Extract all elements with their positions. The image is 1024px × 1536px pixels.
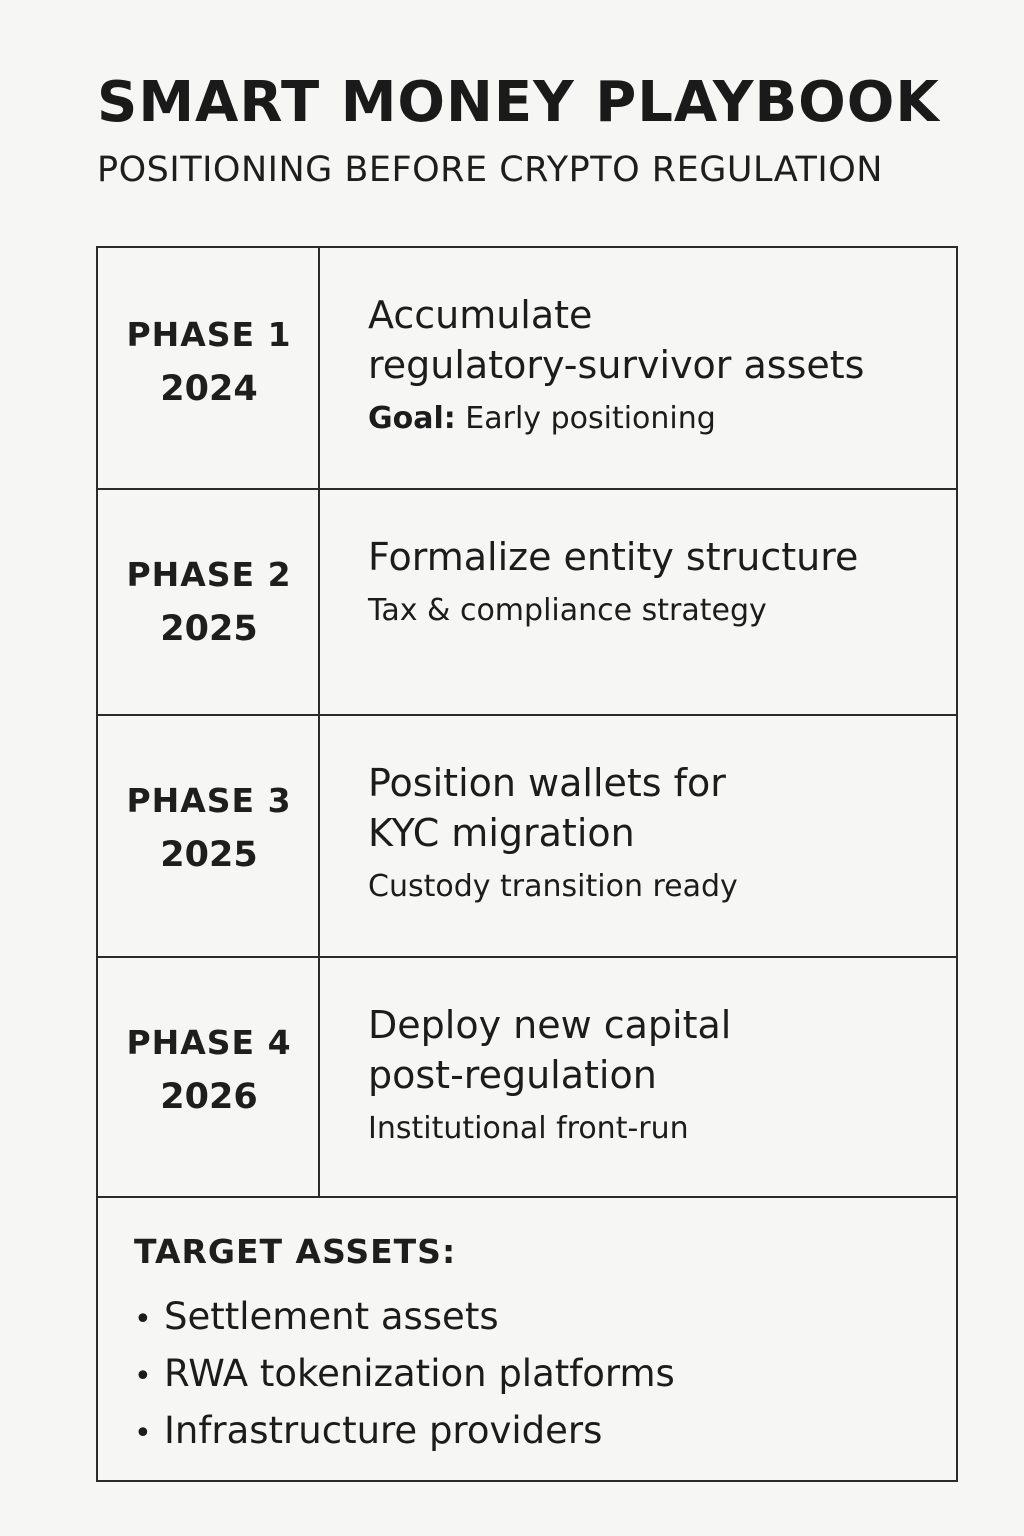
phase-row-1 — [98, 248, 956, 490]
list-item — [134, 1404, 675, 1461]
phase-action-line: regulatory-survivor assets — [368, 343, 865, 387]
phase-content — [368, 1000, 946, 1149]
phase-label: PHASE 3 — [126, 781, 292, 820]
phase-content — [368, 758, 946, 907]
target-assets-list — [134, 1290, 675, 1461]
list-item — [134, 1290, 675, 1347]
phase-year: 2024 — [160, 369, 258, 409]
bullet-icon: • — [134, 1302, 152, 1337]
phase-note — [368, 399, 946, 439]
list-item-label: Infrastructure providers — [164, 1409, 603, 1452]
phase-label-cell — [98, 716, 320, 956]
phase-label: PHASE 4 — [126, 1023, 292, 1062]
target-assets-section — [98, 1198, 956, 1480]
phase-row-2 — [98, 490, 956, 716]
phase-action-line: Deploy new capital — [368, 1003, 732, 1047]
bullet-icon: • — [134, 1416, 152, 1451]
phase-action-line: Accumulate — [368, 293, 593, 337]
phase-row-4 — [98, 958, 956, 1198]
phase-action-line: post-regulation — [368, 1053, 657, 1097]
phase-label-cell — [98, 490, 320, 714]
phase-label-cell — [98, 248, 320, 488]
phase-note-prefix: Goal: — [368, 401, 456, 436]
list-item-label: Settlement assets — [164, 1295, 499, 1338]
phase-note: Custody transition ready — [368, 869, 738, 904]
target-assets-heading: TARGET ASSETS: — [134, 1232, 457, 1271]
phase-content — [368, 532, 946, 631]
phase-label: PHASE 2 — [126, 555, 292, 594]
playbook-table — [96, 246, 958, 1482]
phase-year: 2025 — [160, 835, 258, 875]
phase-label: PHASE 1 — [126, 315, 292, 354]
phase-action-line: Position wallets for — [368, 761, 726, 805]
phase-row-3 — [98, 716, 956, 958]
phase-note: Institutional front-run — [368, 1111, 689, 1146]
phase-year: 2025 — [160, 609, 258, 649]
phase-note-text: Early positioning — [455, 401, 716, 436]
list-item-label: RWA tokenization platforms — [164, 1352, 675, 1395]
phase-label-cell — [98, 958, 320, 1196]
phase-year: 2026 — [160, 1077, 258, 1117]
page-title: SMART MONEY PLAYBOOK — [97, 70, 940, 135]
list-item — [134, 1347, 675, 1404]
page-subtitle: POSITIONING BEFORE CRYPTO REGULATION — [97, 150, 883, 190]
phase-content — [368, 290, 946, 439]
phase-action-line: KYC migration — [368, 811, 635, 855]
phase-note: Tax & compliance strategy — [368, 593, 767, 628]
bullet-icon: • — [134, 1359, 152, 1394]
phase-action-line: Formalize entity structure — [368, 535, 859, 579]
